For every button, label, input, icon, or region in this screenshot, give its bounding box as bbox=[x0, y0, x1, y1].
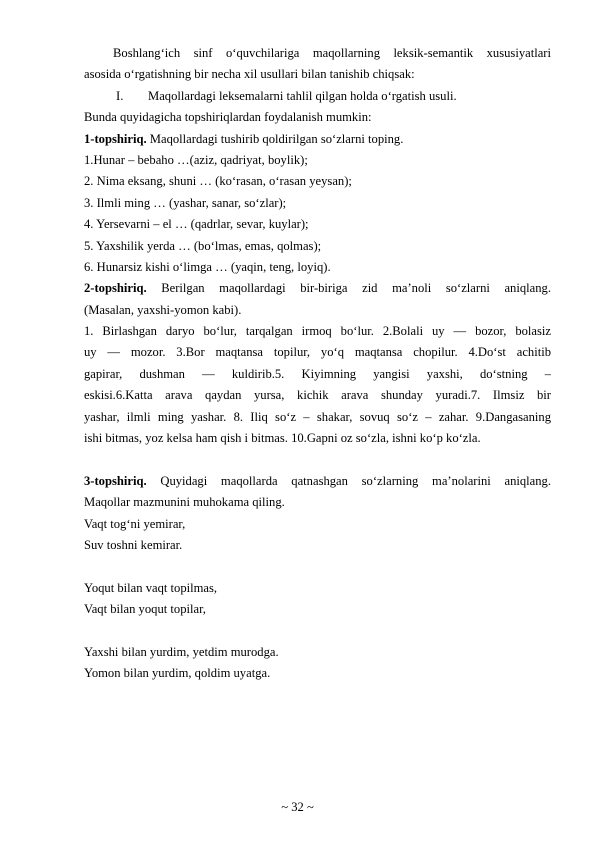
task-2-text: Berilgan maqollardagi bir-biriga zid ma’noli so‘zlarni aniqlang. bbox=[146, 281, 551, 296]
proverb-line: Yomon bilan yurdim, qoldim uyatga. bbox=[84, 666, 271, 681]
task-2-body-line: 1. Birlashgan daryo bo‘lur, tarqalgan irmoq bo‘lur. 2.Bolali uy — bozor, bolasiz bbox=[84, 324, 551, 339]
task-2-body-line: gapirar, dushman — kuldirib.5. Kiyimning yangisi yaxshi, do‘stning – bbox=[84, 366, 551, 381]
page-number: ~ 32 ~ bbox=[281, 800, 314, 814]
task-1-text: Maqollardagi tushirib qoldirilgan so‘zlarni toping. bbox=[146, 131, 404, 146]
proverb-line: Yaxshi bilan yurdim, yetdim murodga. bbox=[84, 644, 279, 659]
proverb-line: Vaqt bilan yoqut topilar, bbox=[84, 602, 206, 617]
task-2-body-line: uy — mozor. 3.Bor maqtansa topilur, yo‘q maqtansa chopilur. 4.Do‘st achitib bbox=[84, 345, 551, 360]
task-1-item: 1.Hunar – bebaho …(aziz, qadriyat, boylik); bbox=[84, 152, 308, 167]
task-1-item: 6. Hunarsiz kishi o‘limga … (yaqin, teng, loyiq). bbox=[84, 259, 331, 274]
document-page bbox=[84, 43, 551, 685]
section-title: Maqollardagi leksemalarni tahlil qilgan holda o‘rgatish usuli. bbox=[148, 88, 457, 103]
proverb-line: Yoqut bilan vaqt topilmas, bbox=[84, 580, 218, 595]
task-1-item: 2. Nima eksang, shuni … (ko‘rasan, o‘rasan yeysan); bbox=[84, 174, 352, 189]
section-heading bbox=[84, 86, 551, 107]
task-1-item: 5. Yaxshilik yerda … (bo‘lmas, emas, qolmas); bbox=[84, 238, 322, 253]
task-1-item: 4. Yersevarni – el … (qadrlar, sevar, kuylar); bbox=[84, 217, 309, 232]
task-2-label: 2-topshiriq. bbox=[84, 281, 147, 296]
task-1-heading bbox=[84, 129, 551, 150]
task-2-example: (Masalan, yaxshi-yomon kabi). bbox=[84, 302, 242, 317]
task-2-body-line: eskisi.6.Katta arava qaydan yursa, kichik arava shunday yuradi.7. Ilmsiz bir bbox=[84, 388, 551, 403]
intro-paragraph-line: asosida o‘rgatishning bir necha xil usullari bilan tanishib chiqsak: bbox=[84, 67, 415, 82]
task-2-body-line: yashar, ilmli ming yashar. 8. Iliq so‘z – shakar, sovuq so‘z – zahar. 9.Dangasaning bbox=[84, 409, 551, 424]
task-1-item: 3. Ilmli ming … (yashar, sanar, so‘zlar); bbox=[84, 195, 287, 210]
task-3-label: 3-topshiriq. bbox=[84, 473, 147, 488]
proverb-line: Suv toshni kemirar. bbox=[84, 537, 183, 552]
task-3-heading bbox=[84, 471, 551, 492]
task-3-text: Quyidagi maqollarda qatnashgan so‘zlarning ma’nolarini aniqlang. bbox=[146, 473, 551, 488]
proverb-line: Vaqt tog‘ni yemirar, bbox=[84, 516, 186, 531]
task-3-instruction: Maqollar mazmunini muhokama qiling. bbox=[84, 495, 285, 510]
task-2-body-line: ishi bitmas, yoz kelsa ham qish i bitmas. 10.Gapni oz so‘zla, ishni ko‘p ko‘zla. bbox=[84, 431, 481, 446]
task-2-heading bbox=[84, 278, 551, 299]
lead-text: Bunda quyidagicha topshiriqlardan foydalanish mumkin: bbox=[84, 110, 372, 125]
task-1-label: 1-topshiriq. bbox=[84, 131, 147, 146]
section-number: I. bbox=[116, 88, 124, 103]
intro-paragraph-line: Boshlang‘ich sinf o‘quvchilariga maqollarning leksik-semantik xususiyatlari bbox=[113, 46, 551, 60]
